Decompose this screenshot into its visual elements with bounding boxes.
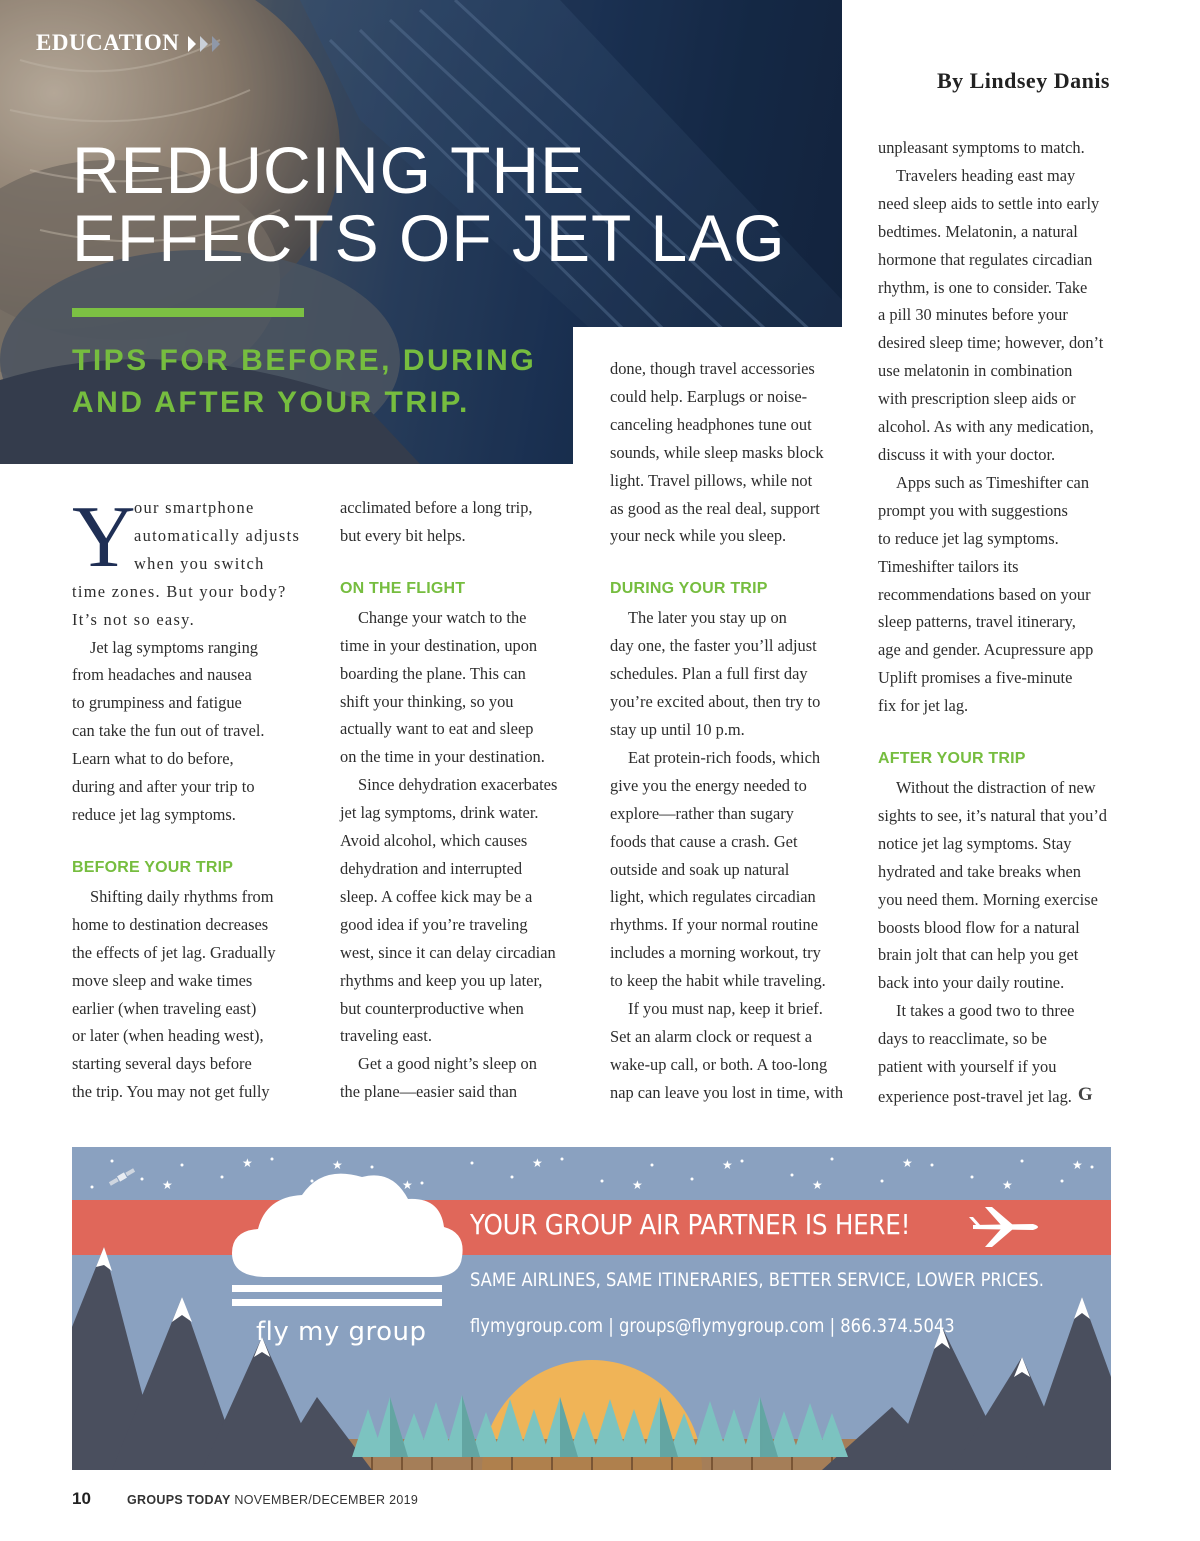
text-line-last [878, 1081, 1118, 1111]
issue-date: NOVEMBER/DECEMBER 2019 [234, 1493, 419, 1507]
section-heading: ON THE FLIGHT [340, 579, 466, 597]
svg-text:★: ★ [812, 1178, 823, 1192]
paragraph [878, 997, 1118, 1111]
ad-subline: SAME AIRLINES, SAME ITINERARIES, BETTER SERVICE, LOWER PRICES. [470, 1269, 1044, 1291]
text-line: a pill 30 minutes before your [878, 305, 1068, 325]
title-line-1: REDUCING THE [72, 133, 586, 207]
subtitle-line-2: AND AFTER YOUR TRIP. [72, 386, 470, 419]
text-line: patient with yourself if you [878, 1057, 1057, 1077]
paragraph [878, 162, 1118, 469]
text-line: dehydration and interrupted [340, 858, 523, 878]
text-line: Apps such as Timeshifter can [896, 472, 1090, 492]
ad-contact[interactable]: flymygroup.com | groups@flymygroup.com | 866.374.5043 [470, 1315, 955, 1337]
text-line: hydrated and take breaks when [878, 861, 1081, 881]
text-line: traveling east. [340, 1026, 432, 1046]
paragraph [610, 355, 850, 550]
text-line: sleep. A coffee kick may be a [340, 886, 533, 906]
text-line: nap can leave you lost in time, with [610, 1082, 844, 1102]
text-line: you need them. Morning exercise [878, 889, 1098, 909]
paragraph [340, 494, 580, 550]
text-line: desired sleep time; however, don’t [878, 333, 1104, 353]
text-line: when you switch [134, 553, 265, 573]
paragraph [610, 604, 850, 744]
section-heading: AFTER YOUR TRIP [878, 750, 1026, 768]
text-line: shift your thinking, so you [340, 691, 514, 711]
section-heading: BEFORE YOUR TRIP [72, 858, 234, 876]
paragraph [610, 995, 850, 1107]
text-line: on the time in your destination. [340, 747, 545, 767]
text-line: fix for jet lag. [878, 696, 969, 716]
text-line: Without the distraction of new [896, 778, 1096, 798]
paragraph [72, 883, 307, 1106]
text-line: boosts blood flow for a natural [878, 917, 1080, 937]
text-line: boarding the plane. This can [340, 663, 526, 683]
triple-chevron-icon [186, 35, 222, 53]
text-line: stay up until 10 p.m. [610, 719, 745, 739]
svg-text:★: ★ [332, 1158, 343, 1172]
accent-rule [72, 308, 304, 317]
svg-text:★: ★ [902, 1156, 913, 1170]
text-line: to grumpiness and fatigue [72, 693, 242, 713]
text-line: light. Travel pillows, while not [610, 470, 813, 490]
drop-cap: Y [72, 489, 136, 586]
ad-logo-text: fly my group [256, 1317, 427, 1347]
text-line: but counterproductive when [340, 998, 524, 1018]
text-line: back into your daily routine. [878, 973, 1065, 993]
text-line: foods that cause a crash. Get [610, 831, 798, 851]
paragraph [878, 469, 1118, 720]
text-line: jet lag symptoms, drink water. [340, 803, 539, 823]
ad-headline: YOUR GROUP AIR PARTNER IS HERE! [470, 1208, 911, 1241]
paragraph [610, 744, 850, 995]
subtitle [72, 340, 536, 424]
intro-paragraph [72, 489, 307, 634]
text-line: use melatonin in combination [878, 361, 1073, 381]
text-line: It’s not so easy. [72, 609, 196, 629]
byline: By Lindsey Danis [936, 68, 1110, 93]
text-line: west, since it can delay circadian [340, 942, 556, 962]
text-line: from headaches and nausea [72, 665, 252, 685]
text-line: experience post-travel jet lag. [878, 1087, 1072, 1106]
text-line: It takes a good two to three [896, 1001, 1075, 1021]
text-line: recommendations based on your [878, 584, 1091, 604]
text-line: the trip. You may not get fully [72, 1082, 270, 1102]
text-line: rhythm, is one to consider. Take [878, 277, 1088, 297]
text-line: automatically adjusts [134, 525, 301, 545]
text-line: time zones. But your body? [72, 581, 287, 601]
paragraph [340, 1050, 580, 1106]
text-line: age and gender. Acupressure app [878, 640, 1094, 660]
text-line: Change your watch to the [358, 607, 527, 627]
text-line: actually want to eat and sleep [340, 719, 534, 739]
text-line: alcohol. As with any medication, [878, 417, 1094, 437]
star-glyphs [162, 1156, 1083, 1192]
ad-illustration [72, 1147, 1111, 1470]
subtitle-line-1: TIPS FOR BEFORE, DURING [72, 344, 537, 377]
text-line: Since dehydration exacerbates [358, 775, 558, 795]
text-line: need sleep aids to settle into early [878, 193, 1100, 213]
text-line: earlier (when traveling east) [72, 998, 257, 1018]
text-line: Get a good night’s sleep on [358, 1054, 537, 1074]
text-line: done, though travel accessories [610, 359, 815, 378]
text-line: Jet lag symptoms ranging [90, 637, 258, 657]
text-line: schedules. Plan a full first day [610, 664, 808, 684]
publication-name: GROUPS TODAY [127, 1493, 231, 1507]
text-line: Learn what to do before, [72, 749, 234, 769]
text-line: brain jolt that can help you get [878, 945, 1079, 965]
text-line: the effects of jet lag. Gradually [72, 942, 276, 962]
text-line: explore—rather than sugary [610, 803, 794, 823]
text-line: sounds, while sleep masks block [610, 442, 824, 462]
text-line: home to destination decreases [72, 914, 269, 934]
text-line: Avoid alcohol, which causes [340, 831, 528, 851]
text-line: during and after your trip to [72, 777, 255, 797]
text-line: time in your destination, upon [340, 635, 538, 655]
text-line: move sleep and wake times [72, 970, 253, 990]
advertisement-banner[interactable] [72, 1147, 1111, 1470]
page-number: 10 [72, 1489, 91, 1508]
text-line: your neck while you sleep. [610, 526, 787, 546]
publication-footer [127, 1493, 418, 1507]
text-line: Travelers heading east may [896, 165, 1076, 185]
text-line: as good as the real deal, support [610, 498, 820, 518]
text-line: hormone that regulates circadian [878, 249, 1093, 269]
text-line: Set an alarm clock or request a [610, 1026, 813, 1046]
text-line: starting several days before [72, 1054, 252, 1074]
text-line: canceling headphones tune out [610, 414, 812, 434]
text-line: sights to see, it’s natural that you’d [878, 805, 1107, 825]
text-line: acclimated before a long trip, [340, 498, 533, 517]
paragraph [878, 774, 1118, 997]
section-label: EDUCATION [36, 30, 180, 55]
text-line: wake-up call, or both. A too-long [610, 1054, 828, 1074]
page-title [72, 133, 786, 275]
text-line: sleep patterns, travel itinerary, [878, 612, 1076, 632]
svg-text:★: ★ [532, 1156, 543, 1170]
cloud-logo-icon [232, 1174, 463, 1306]
svg-text:★: ★ [242, 1156, 253, 1170]
section-heading: DURING YOUR TRIP [610, 580, 768, 598]
paragraph [340, 771, 580, 1050]
text-line: light, which regulates circadian [610, 887, 816, 907]
satellite-icon [108, 1167, 135, 1186]
text-line: but every bit helps. [340, 525, 466, 545]
svg-text:★: ★ [722, 1158, 733, 1172]
text-line: to keep the habit while traveling. [610, 971, 826, 991]
text-line: Eat protein-rich foods, which [628, 747, 821, 767]
svg-text:★: ★ [1072, 1158, 1083, 1172]
text-line: our smartphone [134, 498, 255, 517]
svg-text:★: ★ [402, 1178, 413, 1192]
text-line: unpleasant symptoms to match. [878, 138, 1085, 157]
text-line: good idea if you’re traveling [340, 914, 528, 934]
text-line: the plane—easier said than [340, 1082, 518, 1102]
text-line: you’re excited about, then try to [610, 692, 821, 712]
article-column-2 [340, 494, 580, 1106]
text-line: discuss it with your doctor. [878, 444, 1056, 464]
text-line: includes a morning workout, try [610, 943, 821, 963]
text-line: Shifting daily rhythms from [90, 886, 274, 906]
text-line: days to reacclimate, so be [878, 1029, 1047, 1049]
paragraph [340, 604, 580, 771]
text-line: bedtimes. Melatonin, a natural [878, 221, 1078, 241]
text-line: or later (when heading west), [72, 1026, 264, 1046]
text-line: reduce jet lag symptoms. [72, 804, 236, 824]
text-line: day one, the faster you’ll adjust [610, 636, 817, 656]
title-line-2: EFFECTS OF JET LAG [72, 201, 786, 275]
stars [91, 1158, 1094, 1189]
article-column-1 [72, 489, 307, 1106]
svg-text:★: ★ [1002, 1178, 1013, 1192]
text-line: rhythms and keep you up later, [340, 970, 543, 990]
text-line: give you the energy needed to [610, 775, 807, 795]
text-line: prompt you with suggestions [878, 500, 1068, 520]
svg-text:★: ★ [632, 1178, 643, 1192]
text-line: rhythms. If your normal routine [610, 915, 819, 935]
text-line: with prescription sleep aids or [878, 389, 1076, 409]
article-column-4 [878, 134, 1118, 1111]
paragraph [72, 634, 307, 829]
end-mark: G [1077, 1084, 1093, 1105]
text-line: If you must nap, keep it brief. [628, 999, 823, 1019]
text-line: The later you stay up on [628, 608, 787, 628]
text-line: can take the fun out of travel. [72, 721, 265, 741]
text-line: Uplift promises a five-minute [878, 668, 1073, 688]
text-line: could help. Earplugs or noise- [610, 386, 808, 406]
paragraph [878, 134, 1118, 162]
text-line: to reduce jet lag symptoms. [878, 528, 1059, 548]
article-column-3 [610, 355, 850, 1107]
text-line: Timeshifter tailors its [878, 556, 1019, 576]
svg-text:★: ★ [162, 1178, 173, 1192]
text-line: notice jet lag symptoms. Stay [878, 833, 1072, 853]
text-line: outside and soak up natural [610, 859, 790, 879]
